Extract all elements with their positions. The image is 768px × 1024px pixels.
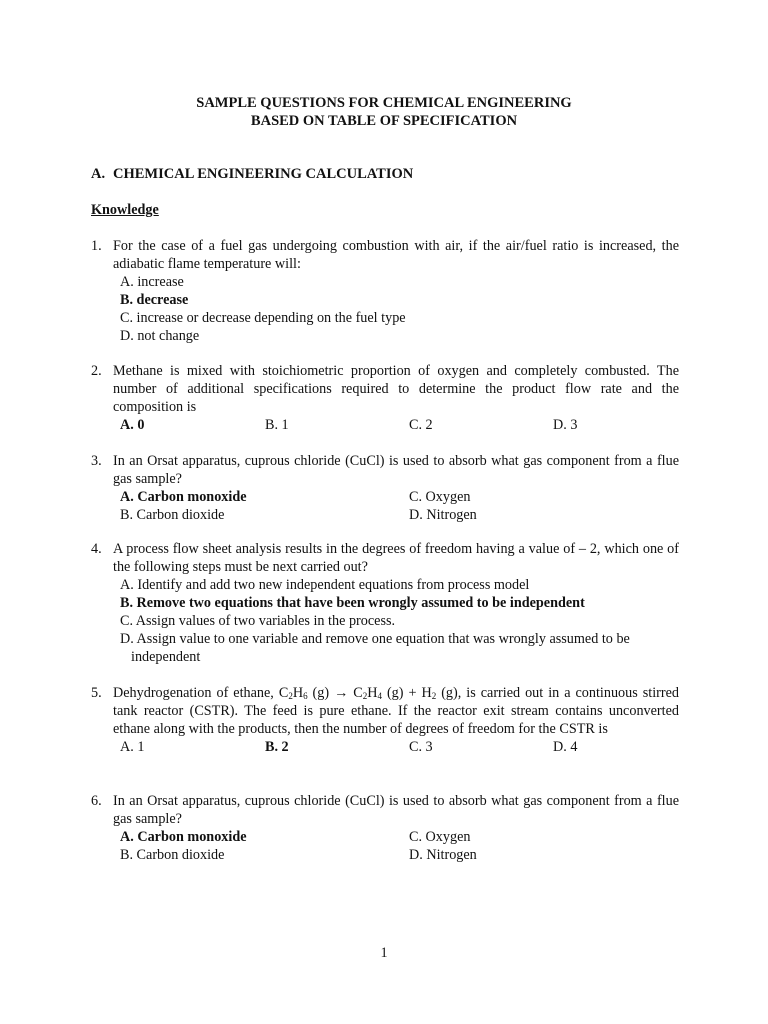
- option-d: [120, 630, 679, 666]
- document-title-line-2: BASED ON TABLE OF SPECIFICATION: [250, 113, 518, 129]
- question-stem: For the case of a fuel gas undergoing combustion with air, if the air/fuel ratio is increased, the adiabatic flame temperature will:: [113, 238, 679, 272]
- question-5: [91, 684, 679, 756]
- question-number: 2.: [91, 363, 102, 379]
- question-number: 4.: [91, 541, 102, 557]
- option-d: D. 4: [553, 739, 578, 755]
- option-a-correct: A. Carbon monoxide: [120, 829, 247, 845]
- answer-options: [120, 828, 679, 864]
- option-b: B. Carbon dioxide: [120, 507, 225, 523]
- option-c: C. 3: [409, 739, 433, 755]
- section-letter: A.: [91, 166, 106, 182]
- question-number: 5.: [91, 685, 102, 701]
- answer-options: [120, 273, 679, 345]
- option-d-continuation: independent: [131, 649, 201, 665]
- question-stem: In an Orsat apparatus, cuprous chloride (CuCl) is used to absorb what gas component from a flue gas sample?: [113, 453, 679, 487]
- question-stem: A process flow sheet analysis results in the degrees of freedom having a value of – 2, which one of the following steps must be next carried out?: [113, 541, 679, 575]
- option-d: D. Nitrogen: [409, 507, 477, 523]
- option-a: A. Identify and add two new independent equations from process model: [120, 577, 530, 593]
- option-d: D. Nitrogen: [409, 847, 477, 863]
- section-heading: [91, 165, 413, 183]
- question-4: [91, 540, 679, 666]
- option-a-correct: A. 0: [120, 417, 145, 433]
- question-3: [91, 452, 679, 524]
- option-d: D. 3: [553, 417, 578, 433]
- document-title-line-1: SAMPLE QUESTIONS FOR CHEMICAL ENGINEERING: [196, 95, 572, 111]
- answer-options: [120, 488, 679, 524]
- answer-options: [120, 738, 679, 756]
- option-c: C. Oxygen: [409, 489, 471, 505]
- question-stem: Methane is mixed with stoichiometric proportion of oxygen and completely combusted. The number of additional specifications required to determine the product flow rate and the composition is: [113, 363, 679, 415]
- question-stem: Dehydrogenation of ethane, $C_2H_6$ $(g) \to C_2H_4$ $(g) + H_2$ (g), is carried out in a continuous stirred tank reactor (CSTR). The feed is pure ethane. If the reactor exit stream contains unconverted ethane along with the products, then the number of degrees of freedom for the CSTR is: [113, 685, 680, 737]
- option-b-correct: B. Remove two equations that have been wrongly assumed to be independent: [120, 595, 585, 611]
- subsection-heading: Knowledge: [91, 202, 159, 218]
- option-d: D. not change: [120, 328, 200, 344]
- option-b-correct: B. 2: [265, 739, 289, 755]
- option-b: B. 1: [265, 417, 289, 433]
- page-number: 1: [380, 945, 388, 961]
- option-c: C. increase or decrease depending on the fuel type: [120, 310, 406, 326]
- question-number: 1.: [91, 238, 102, 254]
- option-a-correct: A. Carbon monoxide: [120, 489, 247, 505]
- question-number: 6.: [91, 793, 102, 809]
- option-c: C. Assign values of two variables in the process.: [120, 613, 396, 629]
- question-1: [91, 237, 679, 345]
- answer-options: [120, 416, 679, 434]
- answer-options: [120, 576, 679, 666]
- question-6: [91, 792, 679, 864]
- option-c: C. 2: [409, 417, 433, 433]
- question-stem: In an Orsat apparatus, cuprous chloride (CuCl) is used to absorb what gas component from a flue gas sample?: [113, 793, 679, 827]
- option-d-text: D. Assign value to one variable and remove one equation that was wrongly assumed to be: [120, 631, 630, 647]
- question-2: [91, 362, 679, 434]
- question-number: 3.: [91, 453, 102, 469]
- option-a: A. 1: [120, 739, 145, 755]
- section-title: CHEMICAL ENGINEERING CALCULATION: [113, 166, 414, 182]
- option-a: A. increase: [120, 274, 184, 290]
- option-c: C. Oxygen: [409, 829, 471, 845]
- option-b: B. Carbon dioxide: [120, 847, 225, 863]
- option-b-correct: B. decrease: [120, 292, 189, 308]
